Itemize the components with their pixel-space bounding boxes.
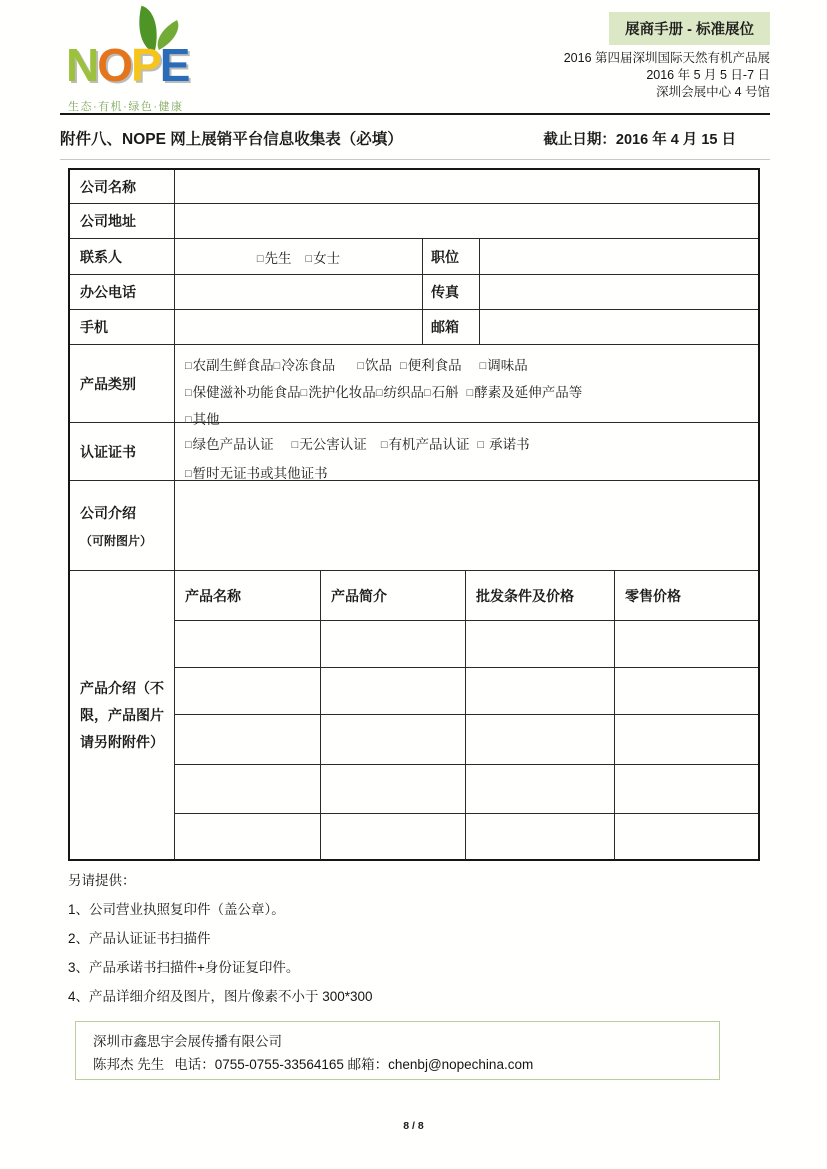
column-header-product-brief: 产品简介 <box>320 571 465 620</box>
product-header-row <box>174 571 758 620</box>
event-info <box>564 50 770 101</box>
product-cell[interactable] <box>320 668 465 714</box>
product-cell[interactable] <box>614 765 758 813</box>
checkbox-label: 饮品 <box>364 358 392 373</box>
checkbox-label: 其他 <box>192 412 220 427</box>
checkbox-label: 石斛 <box>431 385 459 400</box>
checkbox-icon: □ <box>185 439 192 451</box>
fax-input[interactable] <box>479 275 758 309</box>
product-cell[interactable] <box>174 814 320 860</box>
phone-label: 电话： <box>174 1057 215 1072</box>
checkbox-option[interactable] <box>424 385 459 400</box>
logo-letters <box>66 39 189 91</box>
organizer-contact-box <box>75 1021 720 1080</box>
checkbox-label: 便利食品 <box>407 358 462 373</box>
product-cell[interactable] <box>614 668 758 714</box>
note-item: 2、产品认证证书扫描件 <box>68 931 211 946</box>
position-label: 职位 <box>422 239 479 274</box>
checkbox-label: 先生 <box>264 250 292 266</box>
checkbox-label: 绿色产品认证 <box>192 437 274 452</box>
product-cell[interactable] <box>614 814 758 860</box>
product-cell[interactable] <box>465 715 614 764</box>
deadline-text: 截止日期：2016 年 4 月 15 日 <box>543 131 736 148</box>
product-cell[interactable] <box>174 715 320 764</box>
column-header-product-name: 产品名称 <box>174 571 320 620</box>
table-row <box>70 238 758 274</box>
product-row <box>174 667 758 714</box>
contact-gender-options <box>174 239 422 274</box>
table-row <box>70 203 758 238</box>
phone-number: 0755-0755-33564165 <box>214 1057 344 1072</box>
product-row <box>174 714 758 764</box>
checkbox-icon: □ <box>477 439 485 451</box>
logo-tagline: 生态·有机·绿色·健康 <box>68 101 184 113</box>
checkbox-icon: □ <box>399 360 407 372</box>
organizer-company: 深圳市鑫思宇会展传播有限公司 <box>93 1034 282 1049</box>
checkbox-icon: □ <box>423 387 431 399</box>
event-venue: 深圳会展中心 4 号馆 <box>656 85 770 99</box>
product-cell[interactable] <box>174 668 320 714</box>
checkbox-option[interactable] <box>185 437 274 452</box>
page-title: 附件八、NOPE 网上展销平台信息收集表（必填） <box>60 131 403 148</box>
checkbox-option[interactable] <box>480 358 528 373</box>
checkbox-icon: □ <box>479 360 487 372</box>
checkbox-label: 农副生鲜食品 <box>192 358 274 373</box>
logo-letter-e: E <box>159 39 189 91</box>
logo-letter-o: O <box>97 39 132 91</box>
product-cell[interactable] <box>465 765 614 813</box>
email-label: 邮箱： <box>347 1057 389 1072</box>
product-cell[interactable] <box>320 765 465 813</box>
checkbox-icon: □ <box>185 360 192 372</box>
page-number: 8 / 8 <box>403 1120 424 1132</box>
contact-person: 陈邦杰 先生 <box>93 1057 165 1072</box>
mobile-input[interactable] <box>174 310 422 344</box>
event-title: 2016 第四届深圳国际天然有机产品展 <box>563 51 770 65</box>
company-intro-note: （可附图片） <box>80 533 153 548</box>
position-input[interactable] <box>479 239 758 274</box>
checkbox-option[interactable] <box>185 466 328 481</box>
company-intro-label-text: 公司介绍 <box>80 504 136 521</box>
table-row <box>70 274 758 309</box>
checkbox-option[interactable] <box>185 385 301 400</box>
category-line-2 <box>185 380 752 407</box>
nope-logo <box>66 6 226 112</box>
column-header-retail: 零售价格 <box>614 571 758 620</box>
checkbox-label: 酵素及延伸产品等 <box>474 385 583 400</box>
checkbox-icon: □ <box>380 439 388 451</box>
email-address[interactable]: chenbj@nopechina.com <box>388 1057 534 1072</box>
company-intro-label <box>70 481 174 570</box>
table-row <box>70 422 758 480</box>
product-table <box>174 571 758 859</box>
checkbox-label: 纺织品 <box>383 385 424 400</box>
category-options <box>174 345 758 427</box>
product-intro-label: 产品介绍（不限，产品图片请另附附件） <box>80 679 164 750</box>
checkbox-icon: □ <box>185 387 192 399</box>
checkbox-icon: □ <box>375 387 383 399</box>
note-item: 4、产品详细介绍及图片，图片像素不小于 300*300 <box>68 989 373 1004</box>
checkbox-option[interactable] <box>274 358 336 373</box>
checkbox-icon: □ <box>357 360 364 372</box>
company-name-label: 公司名称 <box>80 178 136 195</box>
checkbox-label: 有机产品认证 <box>388 437 470 452</box>
checkbox-label: 暂时无证书或其他证书 <box>192 466 328 481</box>
email-label: 邮箱 <box>422 310 479 344</box>
product-cell[interactable] <box>320 621 465 667</box>
product-cell[interactable] <box>174 765 320 813</box>
product-row <box>174 620 758 667</box>
table-row <box>70 170 758 203</box>
manual-badge: 展商手册 - 标准展位 <box>609 12 770 45</box>
checkbox-option[interactable] <box>400 358 462 373</box>
logo-letter-n: N <box>66 39 98 91</box>
checkbox-label: 洗护化妆品 <box>308 385 376 400</box>
checkbox-label: 调味品 <box>487 358 528 373</box>
checkbox-icon: □ <box>291 439 299 451</box>
title-row <box>60 117 770 160</box>
checkbox-icon: □ <box>305 252 313 265</box>
product-row <box>174 764 758 813</box>
company-address-label: 公司地址 <box>80 213 136 229</box>
product-cell[interactable] <box>465 814 614 860</box>
checkbox-option[interactable] <box>477 437 529 452</box>
checkbox-option[interactable] <box>381 437 470 452</box>
checkbox-option-mr[interactable] <box>257 247 292 267</box>
product-cell[interactable] <box>320 715 465 764</box>
company-intro-input[interactable] <box>174 481 758 570</box>
checkbox-option[interactable] <box>292 437 367 452</box>
product-cell[interactable] <box>465 621 614 667</box>
checkbox-icon: □ <box>466 387 474 399</box>
company-address-input[interactable] <box>174 204 758 238</box>
checkbox-icon: □ <box>300 387 308 399</box>
table-row <box>70 344 758 427</box>
checkbox-option[interactable] <box>376 385 424 400</box>
checkbox-icon: □ <box>273 360 281 372</box>
checkbox-option[interactable] <box>301 385 376 400</box>
note-item: 3、产品承诺书扫描件+身份证复印件。 <box>68 960 300 975</box>
checkbox-icon: □ <box>185 414 192 426</box>
table-row <box>70 309 758 344</box>
fax-label: 传真 <box>422 275 479 309</box>
checkbox-icon: □ <box>256 252 264 265</box>
table-row <box>70 480 758 570</box>
product-cell[interactable] <box>465 668 614 714</box>
product-cell[interactable] <box>614 715 758 764</box>
info-form-table <box>68 168 760 861</box>
office-phone-label: 办公电话 <box>80 284 136 300</box>
logo-letter-p: P <box>131 39 160 91</box>
email-input[interactable] <box>479 310 758 344</box>
header-divider <box>60 113 770 115</box>
product-cell[interactable] <box>320 814 465 860</box>
product-row <box>174 813 758 860</box>
certification-options <box>174 423 758 480</box>
checkbox-option[interactable] <box>357 358 392 373</box>
category-line-1 <box>185 353 752 380</box>
checkbox-label: 女士 <box>313 250 341 266</box>
office-phone-input[interactable] <box>174 275 422 309</box>
column-header-wholesale: 批发条件及价格 <box>465 571 614 620</box>
product-cell[interactable] <box>174 621 320 667</box>
checkbox-label: 保健滋补功能食品 <box>192 385 301 400</box>
additional-requirements <box>68 866 373 1011</box>
event-dates: 2016 年 5 月 5 日-7 日 <box>646 68 770 82</box>
checkbox-option[interactable] <box>467 385 583 400</box>
checkbox-label: 冷冻食品 <box>281 358 336 373</box>
note-item: 1、公司营业执照复印件（盖公章）。 <box>68 902 285 917</box>
certification-label: 认证证书 <box>80 443 136 460</box>
checkbox-label: 无公害认证 <box>299 437 367 452</box>
checkbox-option-ms[interactable] <box>306 247 341 267</box>
category-label: 产品类别 <box>80 375 136 392</box>
certification-line-1 <box>185 431 752 460</box>
contact-label: 联系人 <box>80 248 122 265</box>
checkbox-option[interactable] <box>185 358 274 373</box>
mobile-label: 手机 <box>80 319 108 335</box>
organizer-contact-line <box>93 1053 705 1076</box>
company-name-input[interactable] <box>174 170 758 203</box>
product-cell[interactable] <box>614 621 758 667</box>
checkbox-label: 承诺书 <box>489 437 530 452</box>
notes-heading: 另请提供： <box>68 873 136 888</box>
checkbox-icon: □ <box>185 468 192 480</box>
table-row <box>70 570 758 859</box>
